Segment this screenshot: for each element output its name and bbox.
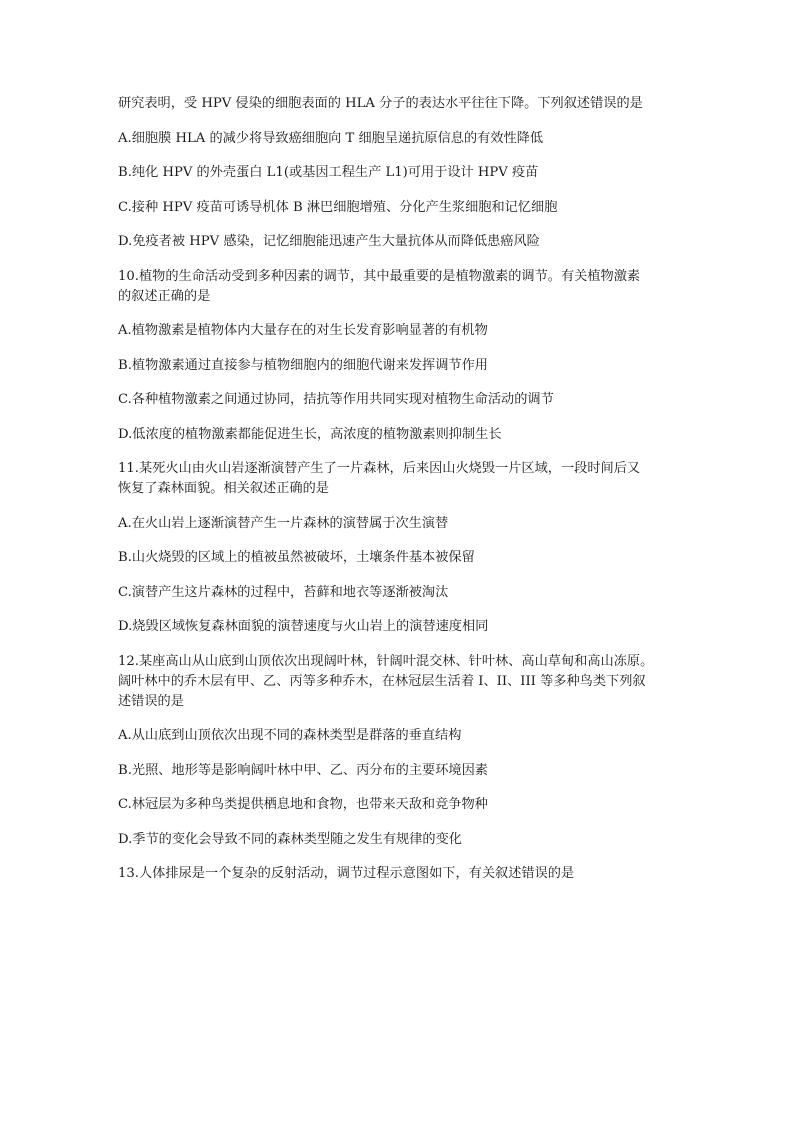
option-a bbox=[118, 726, 684, 746]
text-line: 10.植物的生命活动受到多种因素的调节，其中最重要的是植物激素的调节。有关植物激素 bbox=[118, 268, 641, 284]
question-11-stem bbox=[118, 459, 684, 499]
text-line: 的叙述正确的是 bbox=[118, 288, 211, 304]
text-line: 研究表明，受 HPV 侵染的细胞表面的 HLA 分子的表达水平往往下降。下列叙述错误的是 bbox=[118, 96, 643, 111]
option-c bbox=[118, 198, 684, 218]
text-line: 述错误的是 bbox=[118, 693, 184, 709]
option-c bbox=[118, 795, 684, 815]
text-line: C.林冠层为多种鸟类提供栖息地和食物，也带来天敌和竞争物种 bbox=[118, 797, 488, 812]
text-line: A.植物激素是植物体内大量存在的对生长发育影响显著的有机物 bbox=[118, 323, 488, 338]
text-line: 恢复了森林面貌。相关叙述正确的是 bbox=[118, 481, 329, 496]
question-9-stem bbox=[118, 94, 684, 114]
text-line: B.山火烧毁的区域上的植被虽然被破坏，土壤条件基本被保留 bbox=[118, 550, 475, 565]
option-c bbox=[118, 390, 684, 410]
option-b bbox=[118, 356, 684, 376]
text-line: A.细胞膜 HLA 的减少将导致癌细胞向 T 细胞呈递抗原信息的有效性降低 bbox=[118, 130, 544, 146]
text-line: D.季节的变化会导致不同的森林类型随之发生有规律的变化 bbox=[118, 831, 462, 847]
document-page bbox=[118, 94, 684, 899]
text-line: A.在火山岩上逐渐演替产生一片森林的演替属于次生演替 bbox=[118, 515, 449, 531]
option-a bbox=[118, 514, 684, 534]
question-13-stem bbox=[118, 864, 684, 884]
option-d bbox=[118, 617, 684, 637]
option-a bbox=[118, 321, 684, 341]
option-d bbox=[118, 232, 684, 252]
text-line: D.烧毁区域恢复森林面貌的演替速度与火山岩上的演替速度相同 bbox=[118, 619, 489, 634]
text-line: B.纯化 HPV 的外壳蛋白 L1(或基因工程生产 L1)可用于设计 HPV 疫苗 bbox=[118, 165, 539, 180]
text-line: A.从山底到山顶依次出现不同的森林类型是群落的垂直结构 bbox=[118, 728, 462, 743]
option-b bbox=[118, 548, 684, 568]
option-b bbox=[118, 761, 684, 781]
option-d bbox=[118, 425, 684, 445]
text-line: B.植物激素通过直接参与植物细胞内的细胞代谢来发挥调节作用 bbox=[118, 357, 488, 373]
question-10-stem bbox=[118, 267, 684, 307]
text-line: D.免疫者被 HPV 感染，记忆细胞能迅速产生大量抗体从而降低患癌风险 bbox=[118, 234, 540, 249]
text-line: B.光照、地形等是影响阔叶林中甲、乙、丙分布的主要环境因素 bbox=[118, 762, 488, 778]
option-c bbox=[118, 583, 684, 603]
text-line: C.演替产生这片森林的过程中，苔藓和地衣等逐渐被淘汰 bbox=[118, 584, 449, 600]
text-line: 12.某座高山从山底到山顶依次出现阔叶林，针阔叶混交林、针叶林、高山草甸和高山冻原。 bbox=[118, 653, 654, 669]
text-line: 11.某死火山由火山岩逐渐演替产生了一片森林，后来因山火烧毁一片区域，一段时间后又 bbox=[118, 461, 641, 476]
text-line: 13.人体排尿是一个复杂的反射活动，调节过程示意图如下，有关叙述错误的是 bbox=[118, 866, 575, 881]
text-line: 阔叶林中的乔木层有甲、乙、丙等多种乔木，在林冠层生活着 I、II、III 等多种鸟类下列叙 bbox=[118, 673, 646, 689]
question-12-stem bbox=[118, 652, 684, 712]
option-b bbox=[118, 163, 684, 183]
option-a bbox=[118, 129, 684, 149]
text-line: C.各种植物激素之间通过协同，拮抗等作用共同实现对植物生命活动的调节 bbox=[118, 392, 554, 407]
text-line: C.接种 HPV 疫苗可诱导机体 B 淋巴细胞增殖、分化产生浆细胞和记忆细胞 bbox=[118, 199, 558, 215]
option-d bbox=[118, 830, 684, 850]
text-line: D.低浓度的植物激素都能促进生长，高浓度的植物激素则抑制生长 bbox=[118, 426, 502, 442]
